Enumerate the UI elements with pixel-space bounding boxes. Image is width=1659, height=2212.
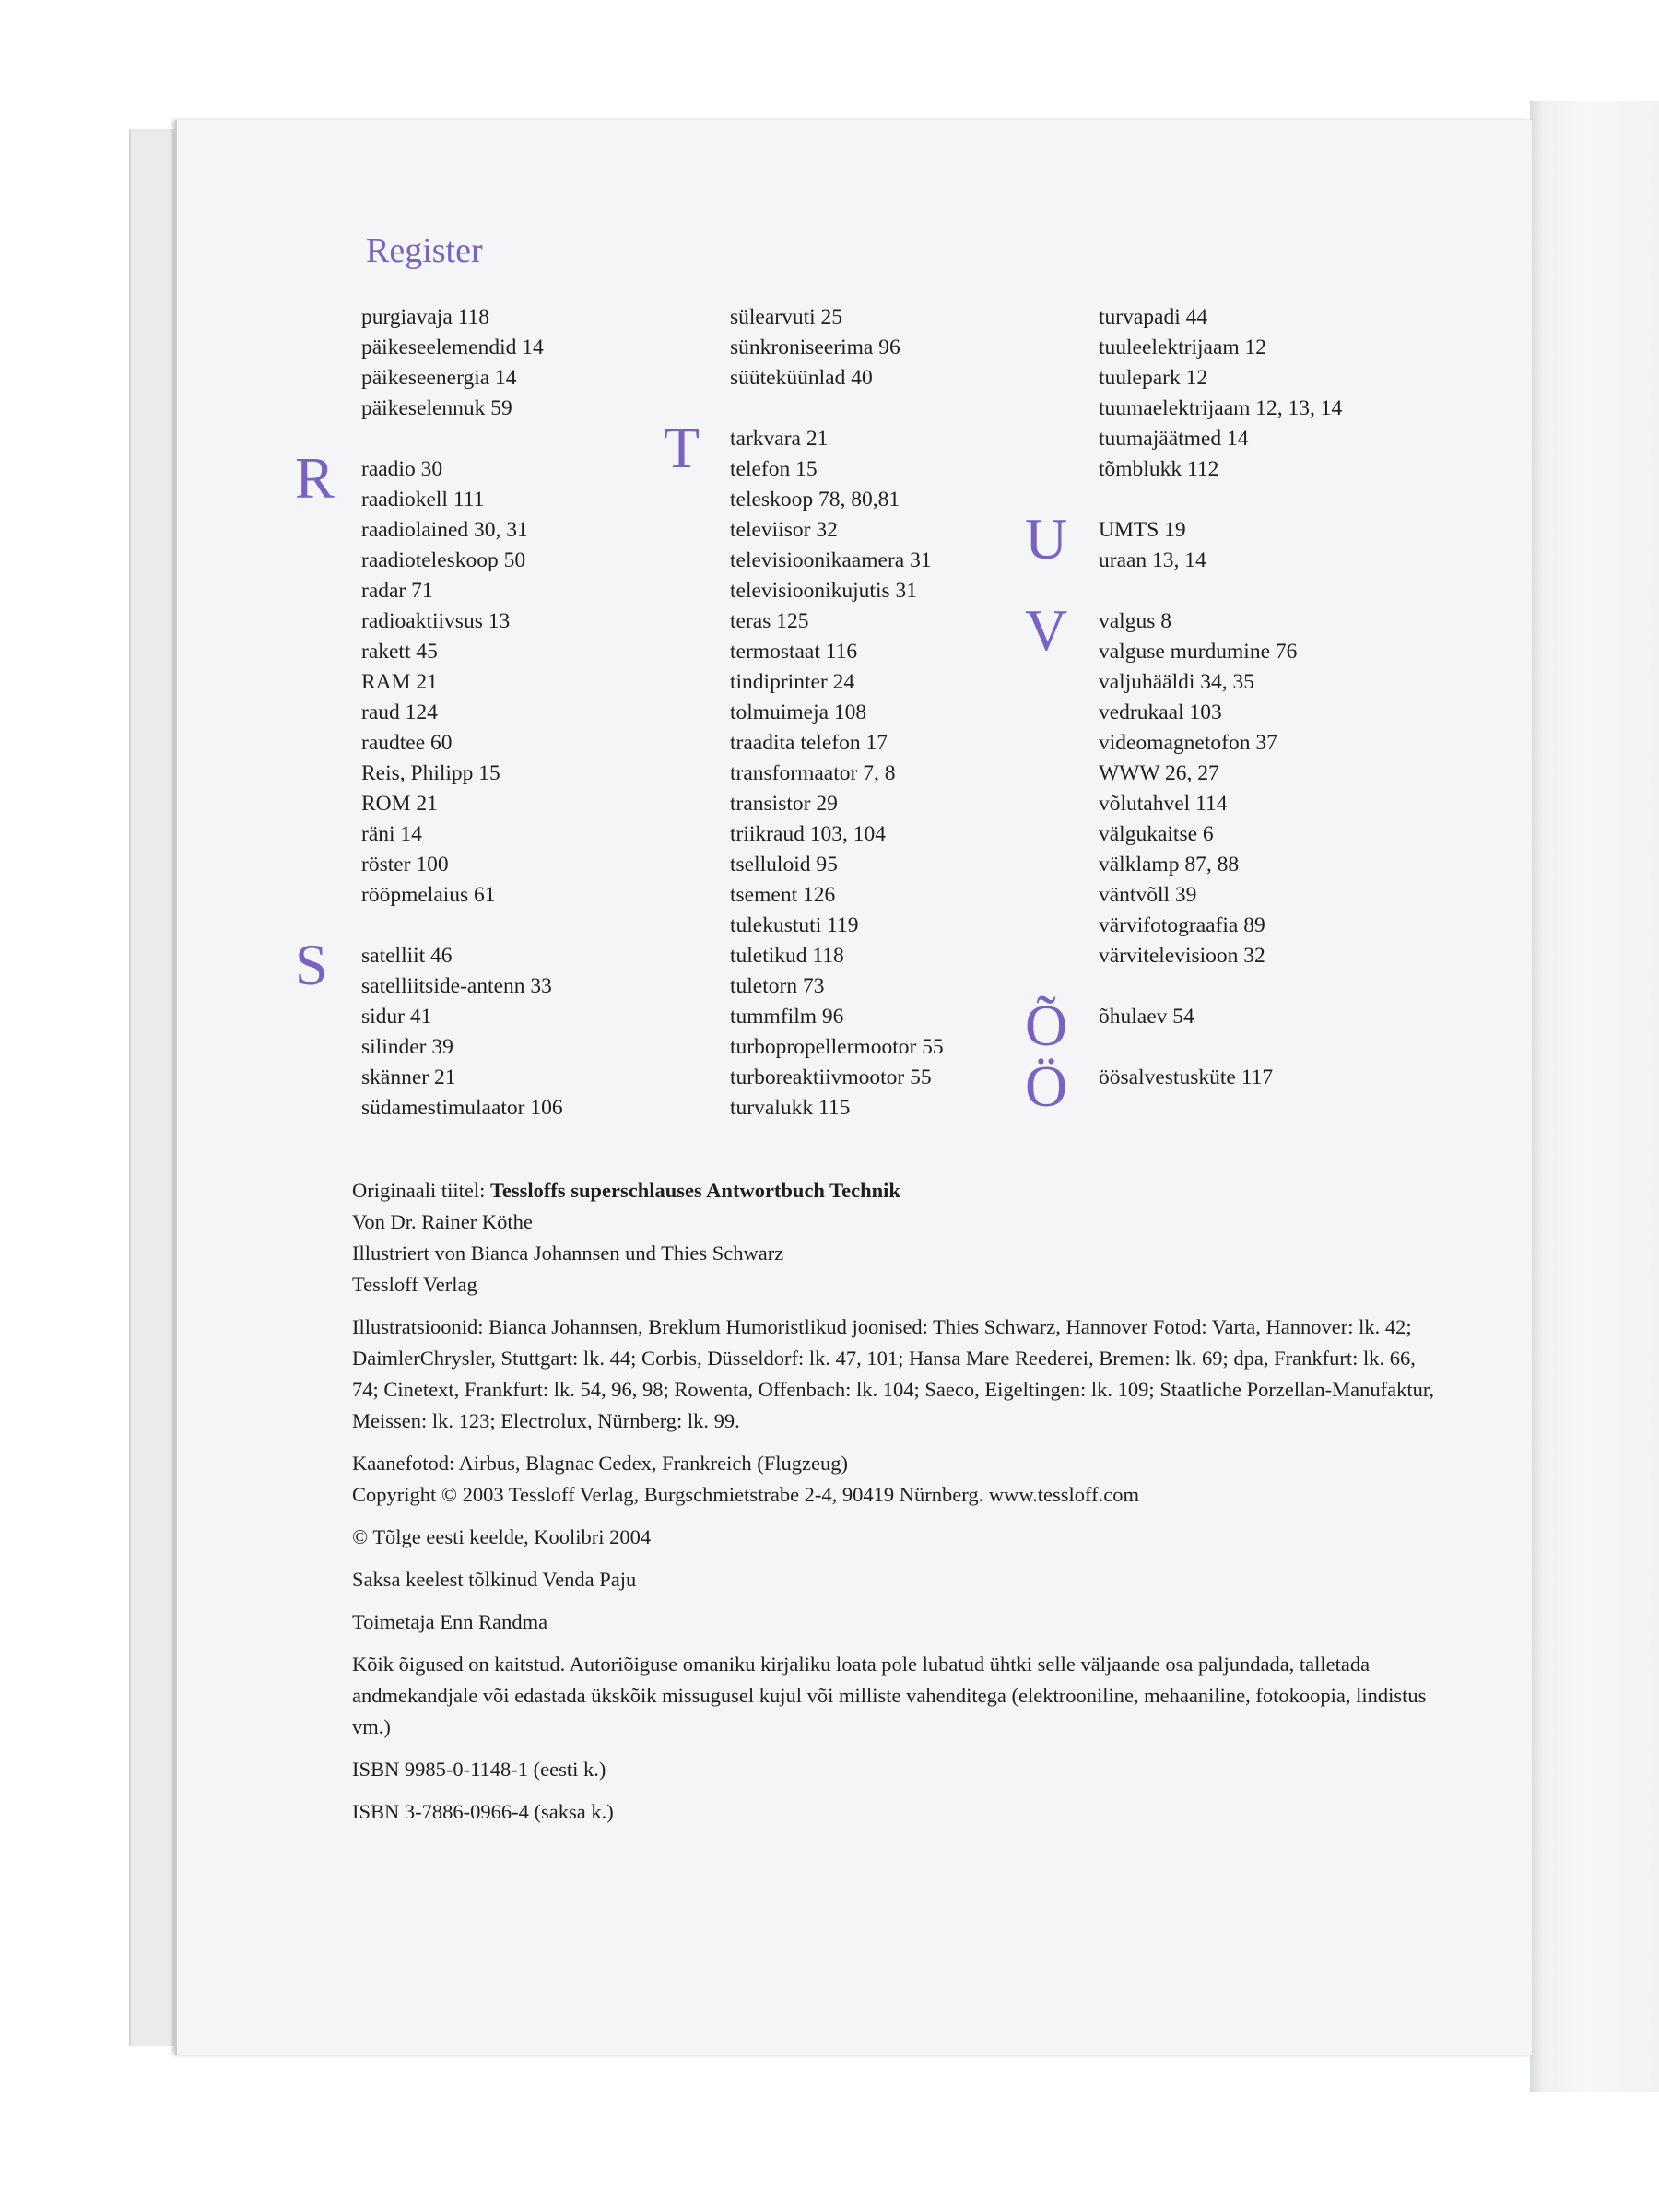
illustrators: Illustriert von Bianca Johannsen und Thies Schwarz	[352, 1241, 784, 1265]
register-entry: päikeselennuk 59	[361, 396, 512, 420]
register-entry: südamestimulaator 106	[361, 1096, 563, 1120]
register-entry: välklamp 87, 88	[1099, 853, 1240, 877]
register-entry: uraan 13, 14	[1099, 548, 1206, 572]
register-entry: räni 14	[361, 822, 422, 846]
entry-list	[1099, 515, 1504, 576]
register-entry: skänner 21	[361, 1065, 456, 1089]
register-entry: tummfilm 96	[730, 1005, 844, 1029]
register-entry: raudtee 60	[361, 731, 453, 755]
register-entry: rakett 45	[361, 640, 438, 664]
translation-copyright: © Tõlge eesti keelde, Koolibri 2004	[352, 1525, 652, 1548]
register-entry: televiisor 32	[730, 518, 838, 542]
image-credits: Illustratsioonid: Bianca Johannsen, Breklum Humoristlikud joonised: Thies Schwarz, Hannover Fotod: Varta, Hannover: lk. 42; DaimlerChrysler, Stuttgart: lk. 44; Corbis, Düsseldorf: lk. 47, 101; Hansa Mare Reederei, Bremen: lk. 69; dpa, Frankfurt: lk. 66, 74; Cinetext, Frankfurt: lk. 54, 96, 98; Rowenta, Offenbach: lk. 104; Saeco, Eigeltingen: lk. 109; Staatliche Porzellan-Manufaktur, Meissen: lk. 123; Electrolux, Nürnberg: lk. 99.	[352, 1315, 1435, 1432]
register-entry: valgus 8	[1099, 609, 1171, 633]
register-entry: tuulepark 12	[1099, 366, 1208, 390]
isbn-german: ISBN 3-7886-0966-4 (saksa k.)	[352, 1800, 614, 1823]
original-title-label: Originaali tiitel:	[352, 1179, 486, 1202]
register-entry: väntvõll 39	[1099, 883, 1197, 907]
register-entry: raud 124	[361, 700, 438, 724]
entry-list	[361, 941, 721, 1124]
copyright: Copyright © 2003 Tessloff Verlag, Burgschmietstrabe 2-4, 90419 Nürnberg. www.tessloff.com	[352, 1483, 1139, 1506]
register-entry: tolmuimeja 108	[730, 700, 867, 724]
section-letter: Ö	[1025, 1053, 1068, 1119]
register-entry: ROM 21	[361, 792, 438, 816]
register-entry: UMTS 19	[1099, 518, 1186, 542]
register-section	[295, 445, 721, 911]
register-entry: teras 125	[730, 609, 809, 633]
register-section	[295, 932, 721, 1124]
section-letter: T	[664, 415, 700, 480]
register-section	[1025, 597, 1504, 971]
section-letter: U	[1025, 506, 1068, 571]
register-entry: RAM 21	[361, 670, 438, 694]
register-entry: valguse murdumine 76	[1099, 640, 1298, 664]
register-entry: värvitelevisioon 32	[1099, 944, 1265, 968]
register-entry: radar 71	[361, 579, 433, 603]
register-entry: raadio 30	[361, 457, 443, 481]
register-entry: televisioonikaamera 31	[730, 548, 932, 572]
register-entry: transformaator 7, 8	[730, 761, 896, 785]
register-entry: tuletorn 73	[730, 974, 825, 998]
register-section	[730, 302, 1089, 394]
register-entry: sülearvuti 25	[730, 305, 843, 329]
register-entry: videomagnetofon 37	[1099, 731, 1277, 755]
register-entry: päikeseelemendid 14	[361, 335, 544, 359]
register-entry: satelliit 46	[361, 944, 453, 968]
translator: Saksa keelest tõlkinud Venda Paju	[352, 1568, 637, 1591]
register-entry: tulekustuti 119	[730, 913, 859, 937]
register-entry: öösalvestusküte 117	[1099, 1065, 1274, 1089]
original-title: Tessloffs superschlauses Antwortbuch Technik	[489, 1179, 900, 1202]
register-entry: sünkroniseerima 96	[730, 335, 900, 359]
entry-list	[730, 302, 1089, 394]
register-entry: sidur 41	[361, 1005, 432, 1029]
register-entry: WWW 26, 27	[1099, 761, 1219, 785]
register-entry: termostaat 116	[730, 640, 858, 664]
register-entry: tõmblukk 112	[1099, 457, 1219, 481]
original-title-line	[352, 1175, 1440, 1206]
register-entry: õhulaev 54	[1099, 1005, 1194, 1029]
section-letter: R	[295, 445, 335, 511]
register-entry: tuumaelektrijaam 12, 13, 14	[1099, 396, 1343, 420]
register-entry: traadita telefon 17	[730, 731, 888, 755]
register-entry: värvifotograafia 89	[1099, 913, 1265, 937]
entry-list	[361, 454, 721, 911]
imprint-block	[352, 1175, 1440, 1828]
register-entry: turvapadi 44	[1099, 305, 1208, 329]
cover-photo-credit: Kaanefotod: Airbus, Blagnac Cedex, Frankreich (Flugzeug)	[352, 1452, 848, 1475]
entry-list	[1099, 606, 1504, 971]
register-section	[1025, 1053, 1504, 1119]
register-entry: tsement 126	[730, 883, 836, 907]
section-letter: Õ	[1025, 993, 1068, 1058]
editor: Toimetaja Enn Randma	[352, 1610, 548, 1633]
register-entry: teleskoop 78, 80,81	[730, 488, 900, 512]
register-section	[1099, 302, 1504, 485]
register-entry: Reis, Philipp 15	[361, 761, 500, 785]
register-heading: Register	[366, 231, 483, 270]
register-section	[1025, 993, 1504, 1058]
section-letter: V	[1025, 597, 1068, 663]
section-letter: S	[295, 932, 328, 997]
register-entry: päikeseenergia 14	[361, 366, 517, 390]
entry-list	[1099, 1002, 1504, 1032]
register-entry: televisioonikujutis 31	[730, 579, 918, 603]
register-entry: võlutahvel 114	[1099, 792, 1228, 816]
register-entry: süüteküünlad 40	[730, 366, 873, 390]
register-entry: rööpmelaius 61	[361, 883, 496, 907]
register-entry: tuuleelektrijaam 12	[1099, 335, 1267, 359]
entry-list	[1099, 1063, 1504, 1093]
register-entry: triikraud 103, 104	[730, 822, 887, 846]
register-entry: radioaktiivsus 13	[361, 609, 511, 633]
register-section	[361, 302, 721, 424]
register-entry: turvalukk 115	[730, 1096, 851, 1120]
entry-list	[361, 302, 721, 424]
register-entry: valjuhääldi 34, 35	[1099, 670, 1255, 694]
register-entry: tuumajäätmed 14	[1099, 427, 1249, 451]
register-entry: telefon 15	[730, 457, 818, 481]
register-entry: silinder 39	[361, 1035, 453, 1059]
register-entry: tindiprinter 24	[730, 670, 855, 694]
register-entry: tselluloid 95	[730, 853, 838, 877]
isbn-estonian: ISBN 9985-0-1148-1 (eesti k.)	[352, 1758, 606, 1781]
register-entry: röster 100	[361, 853, 449, 877]
register-entry: transistor 29	[730, 792, 838, 816]
next-page-edge	[1530, 101, 1659, 2092]
author: Von Dr. Rainer Köthe	[352, 1210, 533, 1233]
book-page	[175, 120, 1532, 2055]
register-section	[1025, 506, 1504, 576]
register-entry: satelliitside-antenn 33	[361, 974, 552, 998]
entry-list	[1099, 302, 1504, 485]
register-entry: raadiokell 111	[361, 488, 485, 512]
register-entry: välgukaitse 6	[1099, 822, 1214, 846]
register-entry: vedrukaal 103	[1099, 700, 1222, 724]
rights-notice: Kõik õigused on kaitstud. Autoriõiguse omaniku kirjaliku loata pole lubatud ühtki selle väljaande osa paljundada, talletada andmekandjale või edastada ükskõik missugusel kujul või milliste vahenditega (elektrooniline, mehaaniline, fotokoopia, lindistus vm.)	[352, 1653, 1427, 1738]
register-entry: tarkvara 21	[730, 427, 829, 451]
register-entry: raadiolained 30, 31	[361, 518, 528, 542]
register-entry: tuletikud 118	[730, 944, 844, 968]
register-column-3	[1025, 302, 1504, 1119]
publisher: Tessloff Verlag	[352, 1273, 477, 1296]
register-entry: purgiavaja 118	[361, 305, 490, 329]
register-entry: turbopropellermootor 55	[730, 1035, 944, 1059]
register-entry: raadioteleskoop 50	[361, 548, 526, 572]
register-entry: turboreaktiivmootor 55	[730, 1065, 932, 1089]
